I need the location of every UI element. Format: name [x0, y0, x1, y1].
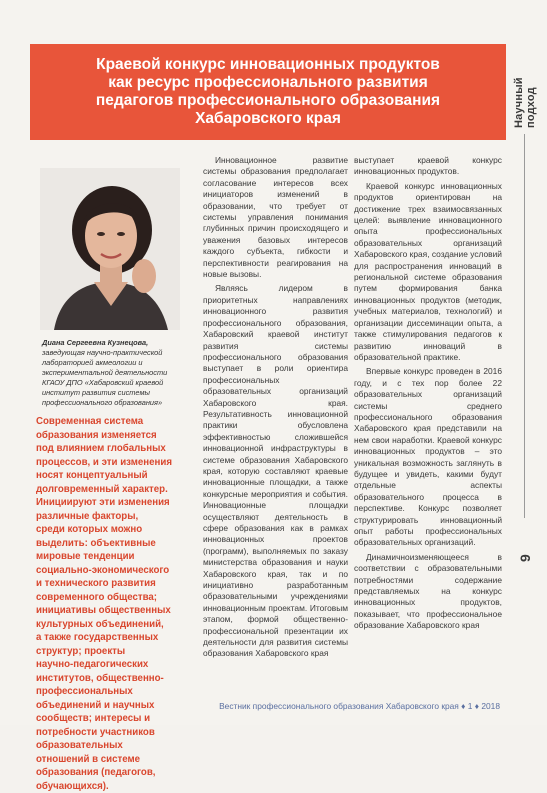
lead-paragraph: Современная система образования изменяется под влиянием глобальных процессов, и эти изменения носят концептуальный долговременный характер. Инициируют эти изменения различные факторы, среди которых можно выделить: объективные мировые тенденции социально-экономического и технического развития современного общества; инициативы общественных культурных объединений, а также государственных структур; проекты научно-педагогических институтов, общественно- профессиональных объединений и научных сообществ; интересы и потребности участников образовательных отношений в системе образования (педагогов, обучающихся). [36, 416, 172, 792]
article-title-banner [30, 44, 506, 140]
paragraph: Инновационное развитие системы образования предполагает согласование интересов всех инициаторов изменений в образовании, что требует от системы управления понимания глубинных причин происходящего и уважения базовых интересов каждого субъекта, гибкости и перспективности реагирования на новые вызовы. [203, 155, 348, 280]
author-position: заведующая научно-практической лабораторией акмеологии и экспериментальной деятельности КГАОУ ДПО «Хабаровский краевой институт развития системы профессионального образования» [42, 348, 168, 407]
paragraph: Впервые конкурс проведен в 2016 году, и с тех пор более 22 образовательных организаций системы среднего профессионального образования Хабаровского края представили на нем свои наработки. Краевой конкурс инновационных продуктов – это уникальная возможность заглянуть в будущее и увидеть, какими будут отдельные аспекты образовательного процесса в перспективе. Конкурс позволяет структурировать инновационный опыт работы профессиональных образовательных организаций. [354, 366, 502, 548]
paragraph: выступает краевой конкурс инновационных продуктов. [354, 155, 502, 177]
page-number: 9 [517, 554, 533, 562]
author-name: Диана Сергеевна Кузнецова, [42, 338, 149, 347]
article-title: Краевой конкурс инновационных продуктов как ресурс профессионального развития педагогов профессионального образования Хабаровского края [95, 56, 441, 127]
paragraph: Динамичноизменяющееся в соответствии с образовательными потребностями содержание представляемых на конкурс инновационных продуктов, показывает, что профессиональное образование Хабаровского края [354, 551, 502, 631]
side-divider [524, 134, 525, 518]
section-label: Научный подход [513, 77, 537, 128]
author-photo [40, 168, 180, 330]
page-footer: Вестник профессионального образования Хабаровского края ♦ 1 ♦ 2018 [219, 701, 500, 711]
paragraph: Краевой конкурс инновационных продуктов ориентирован на достижение трех взаимосвязанных целей: выявление инновационного опыта профессиональных образовательных организаций Хабаровского края, создание условий для распространения инноваций в региональной системе образования путем формирования банка инновационных продуктов (методик, учебных материалов, технологий) и организации диссеминации опыта, а также стимулирования педагогов к развитию инноваций в образовательной практике. [354, 180, 502, 362]
text-column-2 [354, 155, 502, 635]
author-caption [42, 338, 202, 408]
paragraph: Являясь лидером в приоритетных направлениях инновационного развития профессионального образования, Хабаровский краевой институт развития системы профессионального образования выступает в роли ориентира профессиональных образовательных организаций Хабаровского края. Результативность инновационной практики обусловлена эффективностью сложившейся инновационной инфраструктуры в системе образования Хабаровского края, которую составляют краевые инновационные площадки, а также конкурсные мероприятия и события. Инновационные площадки осуществляют деятельность в сфере образования как в рамках инновационных проектов (программ), выполняемых по заказу министерства образования и науки Хабаровского края, так и по инициативно разработанным образовательными учреждениями инновационным проектам. Итоговым этапом, формой общественно-профессиональной презентации их деятельности для развития системы образования Хабаровского края [203, 283, 348, 659]
text-column-1 [203, 155, 348, 663]
